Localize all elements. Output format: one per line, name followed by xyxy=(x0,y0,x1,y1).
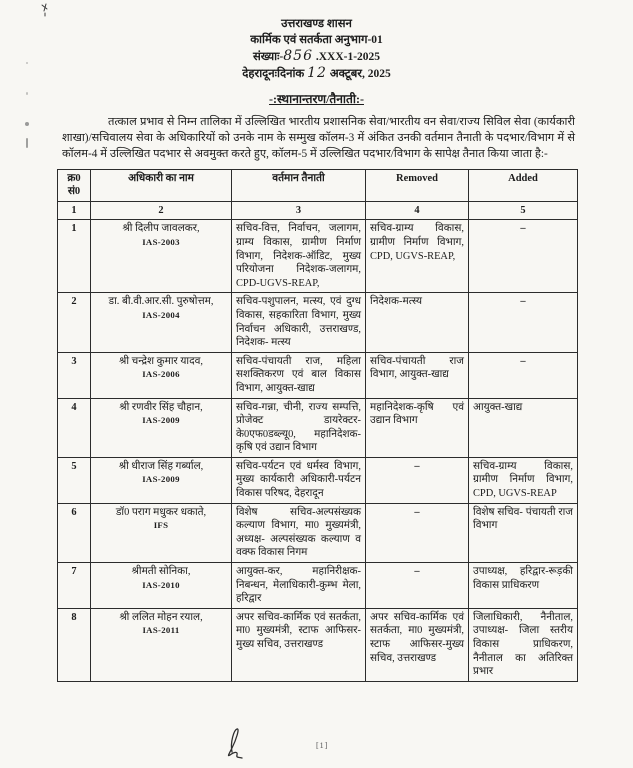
scan-artifact-dot xyxy=(26,92,28,95)
date-suffix: अक्टूबर, 2025 xyxy=(326,68,391,80)
current-posting-cell: सचिव-गन्ना, चीनी, राज्य सम्पत्ति, प्रोजेक्ट डायरेक्टर-के0एफ0डब्ल्यू0, महानिदेशक-कृषि एवं उद्यान विभाग xyxy=(232,398,366,457)
officer-name: डा. बी.वी.आर.सी. पुरुषोत्तम, xyxy=(108,296,214,308)
officer-batch: IAS-2010 xyxy=(142,579,180,590)
place-date-label: देहरादूनःदिनांक xyxy=(242,68,308,80)
government-name: उत्तराखण्ड शासन xyxy=(281,18,352,30)
officer-name-cell xyxy=(91,352,232,398)
scan-artifact-dot xyxy=(26,138,28,148)
row-serial-no: 8 xyxy=(58,608,91,681)
current-posting-cell: सचिव-पंचायती राज, महिला सशक्तिकरण एवं बाल विकास विभाग, आयुक्त-खाद्य xyxy=(232,352,366,398)
added-cell: – xyxy=(469,220,578,293)
scan-artifact-dot xyxy=(25,122,29,126)
row-serial-no: 4 xyxy=(58,398,91,457)
order-number-handwritten: 856 xyxy=(283,48,313,64)
table-row xyxy=(58,563,578,609)
signature-mark xyxy=(210,724,256,760)
transfer-table-body xyxy=(58,220,578,681)
letterhead xyxy=(0,0,633,82)
document-title: -:स्थानान्तरण/तैनाती:- xyxy=(269,92,364,106)
officer-name: श्री दिलीप जावलकर, xyxy=(122,223,200,235)
officer-name: श्रीमती सोनिका, xyxy=(131,566,191,578)
column-number: 2 xyxy=(91,201,232,220)
current-posting-cell: सचिव-पर्यटन एवं धर्मस्व विभाग, मुख्य कार्यकारी अधिकारी-पर्यटन विकास परिषद, देहरादून xyxy=(232,457,366,503)
order-number-suffix: .XXX-1-2025 xyxy=(312,51,381,63)
officer-batch: IAS-2011 xyxy=(142,625,180,636)
row-serial-no: 6 xyxy=(58,503,91,562)
removed-cell: सचिव-ग्राम्य विकास, ग्रामीण निर्माण विभाग, CPD, UGVS-REAP, xyxy=(366,220,469,293)
date-handwritten: 12 xyxy=(307,65,327,81)
added-cell: विशेष सचिव- पंचायती राज विभाग xyxy=(469,503,578,562)
table-row xyxy=(58,220,578,293)
removed-cell: महानिदेशक-कृषि एवं उद्यान विभाग xyxy=(366,398,469,457)
officer-batch: IAS-2009 xyxy=(142,474,180,485)
row-serial-no: 1 xyxy=(58,220,91,293)
handwritten-corner-mark xyxy=(36,2,56,20)
removed-cell: – xyxy=(366,563,469,609)
officer-name: श्री ललित मोहन रयाल, xyxy=(119,611,203,623)
removed-cell: – xyxy=(366,503,469,562)
added-cell: सचिव-ग्राम्य विकास, ग्रामीण निर्माण विभाग, CPD, UGVS-REAP xyxy=(469,457,578,503)
order-number-line xyxy=(0,48,633,65)
column-number: 3 xyxy=(232,201,366,220)
officer-name-cell xyxy=(91,220,232,293)
place-date-line xyxy=(0,65,633,82)
header-removed: Removed xyxy=(366,169,469,201)
row-serial-no: 5 xyxy=(58,457,91,503)
officer-name: डॉ0 पराग मधुकर धकाते, xyxy=(115,506,207,518)
officer-name: श्री रणवीर सिंह चौहान, xyxy=(119,401,203,413)
current-posting-cell: सचिव-वित्त, निर्वाचन, जलागम, ग्राम्य विकास, ग्रामीण निर्माण विभाग, निदेशक-ऑडिट, मुख्य परियोजना निदेशक-जलागम, CPD-UGVS-REAP, xyxy=(232,220,366,293)
current-posting-cell: आयुक्त-कर, महानिरीक्षक-निबन्धन, मेलाधिकारी-कुम्भ मेला, हरिद्वार xyxy=(232,563,366,609)
added-cell: – xyxy=(469,352,578,398)
column-number-row xyxy=(58,201,578,220)
added-cell: – xyxy=(469,293,578,352)
removed-cell: अपर सचिव-कार्मिक एवं सतर्कता, मा0 मुख्यमंत्री, स्टाफ आफिसर-मुख्य सचिव, उत्तराखण्ड xyxy=(366,608,469,681)
added-cell: आयुक्त-खाद्य xyxy=(469,398,578,457)
department-name: कार्मिक एवं सतर्कता अनुभाग-01 xyxy=(250,34,383,46)
officer-name: श्री धीराज सिंह गर्ब्याल, xyxy=(118,460,204,472)
officer-batch: IFS xyxy=(153,520,169,531)
current-posting-cell: सचिव-पशुपालन, मत्स्य, एवं दुग्ध विकास, सहकारिता विभाग, मुख्य निर्वाचन अधिकारी, उत्तराखण्ड, निदेशक- मत्स्य xyxy=(232,293,366,352)
row-serial-no: 2 xyxy=(58,293,91,352)
officer-name-cell xyxy=(91,293,232,352)
column-number: 1 xyxy=(58,201,91,220)
removed-cell: सचिव-पंचायती राज विभाग, आयुक्त-खाद्य xyxy=(366,352,469,398)
officer-batch: IAS-2003 xyxy=(142,236,180,247)
added-cell: जिलाधिकारी, नैनीताल, उपाध्यक्ष- जिला स्तरीय विकास प्राधिकरण, नैनीताल का अतिरिक्त प्रभार xyxy=(469,608,578,681)
order-number-label: संख्याः- xyxy=(252,51,284,63)
removed-cell: – xyxy=(366,457,469,503)
officer-batch: IAS-2006 xyxy=(142,369,180,380)
header-officer-name: अधिकारी का नाम xyxy=(91,169,232,201)
officer-name-cell xyxy=(91,563,232,609)
table-row xyxy=(58,608,578,681)
officer-name-cell xyxy=(91,398,232,457)
header-current-posting: वर्तमान तैनाती xyxy=(232,169,366,201)
officer-name-cell xyxy=(91,457,232,503)
table-row xyxy=(58,352,578,398)
scan-artifact-dot xyxy=(26,62,28,64)
current-posting-cell: विशेष सचिव-अल्पसंख्यक कल्याण विभाग, मा0 मुख्यमंत्री, अध्यक्ष- अल्पसंख्यक कल्याण व वक्फ विकास निगम xyxy=(232,503,366,562)
current-posting-cell: अपर सचिव-कार्मिक एवं सतर्कता, मा0 मुख्यमंत्री, स्टाफ आफिसर-मुख्य सचिव, उत्तराखण्ड xyxy=(232,608,366,681)
header-serial-no: क्र0 सं0 xyxy=(58,169,91,201)
officer-name-cell xyxy=(91,608,232,681)
intro-paragraph: तत्काल प्रभाव से निम्न तालिका में उल्लिखित भारतीय प्रशासनिक सेवा/भारतीय वन सेवा/राज्य सिविल सेवा (कार्यकारी शाखा)/सचिवालय सेवा के अधिकारियों को उनके नाम के सम्मुख कॉलम-3 में अंकित उनकी वर्तमान तैनाती के पदभार/विभाग में से कॉलम-4 में उल्लिखित पदभार से अवमुक्त करते हुए, कॉलम-5 में उल्लिखित पदभार/विभाग के सापेक्ष तैनात किया जाता है:- xyxy=(62,116,575,161)
officer-name: श्री चन्द्रेश कुमार यादव, xyxy=(119,355,203,367)
column-number: 4 xyxy=(366,201,469,220)
officer-name-cell xyxy=(91,503,232,562)
officer-batch: IAS-2009 xyxy=(142,415,180,426)
row-serial-no: 7 xyxy=(58,563,91,609)
column-number: 5 xyxy=(469,201,578,220)
table-row xyxy=(58,398,578,457)
table-row xyxy=(58,457,578,503)
table-header-row xyxy=(58,169,578,201)
table-row xyxy=(58,293,578,352)
officer-batch: IAS-2004 xyxy=(142,309,180,320)
table-row xyxy=(58,503,578,562)
row-serial-no: 3 xyxy=(58,352,91,398)
added-cell: उपाध्यक्ष, हरिद्वार-रूड़की विकास प्राधिकरण xyxy=(469,563,578,609)
header-added: Added xyxy=(469,169,578,201)
page-number: [1] xyxy=(316,741,329,750)
removed-cell: निदेशक-मत्स्य xyxy=(366,293,469,352)
transfer-table xyxy=(57,169,578,682)
